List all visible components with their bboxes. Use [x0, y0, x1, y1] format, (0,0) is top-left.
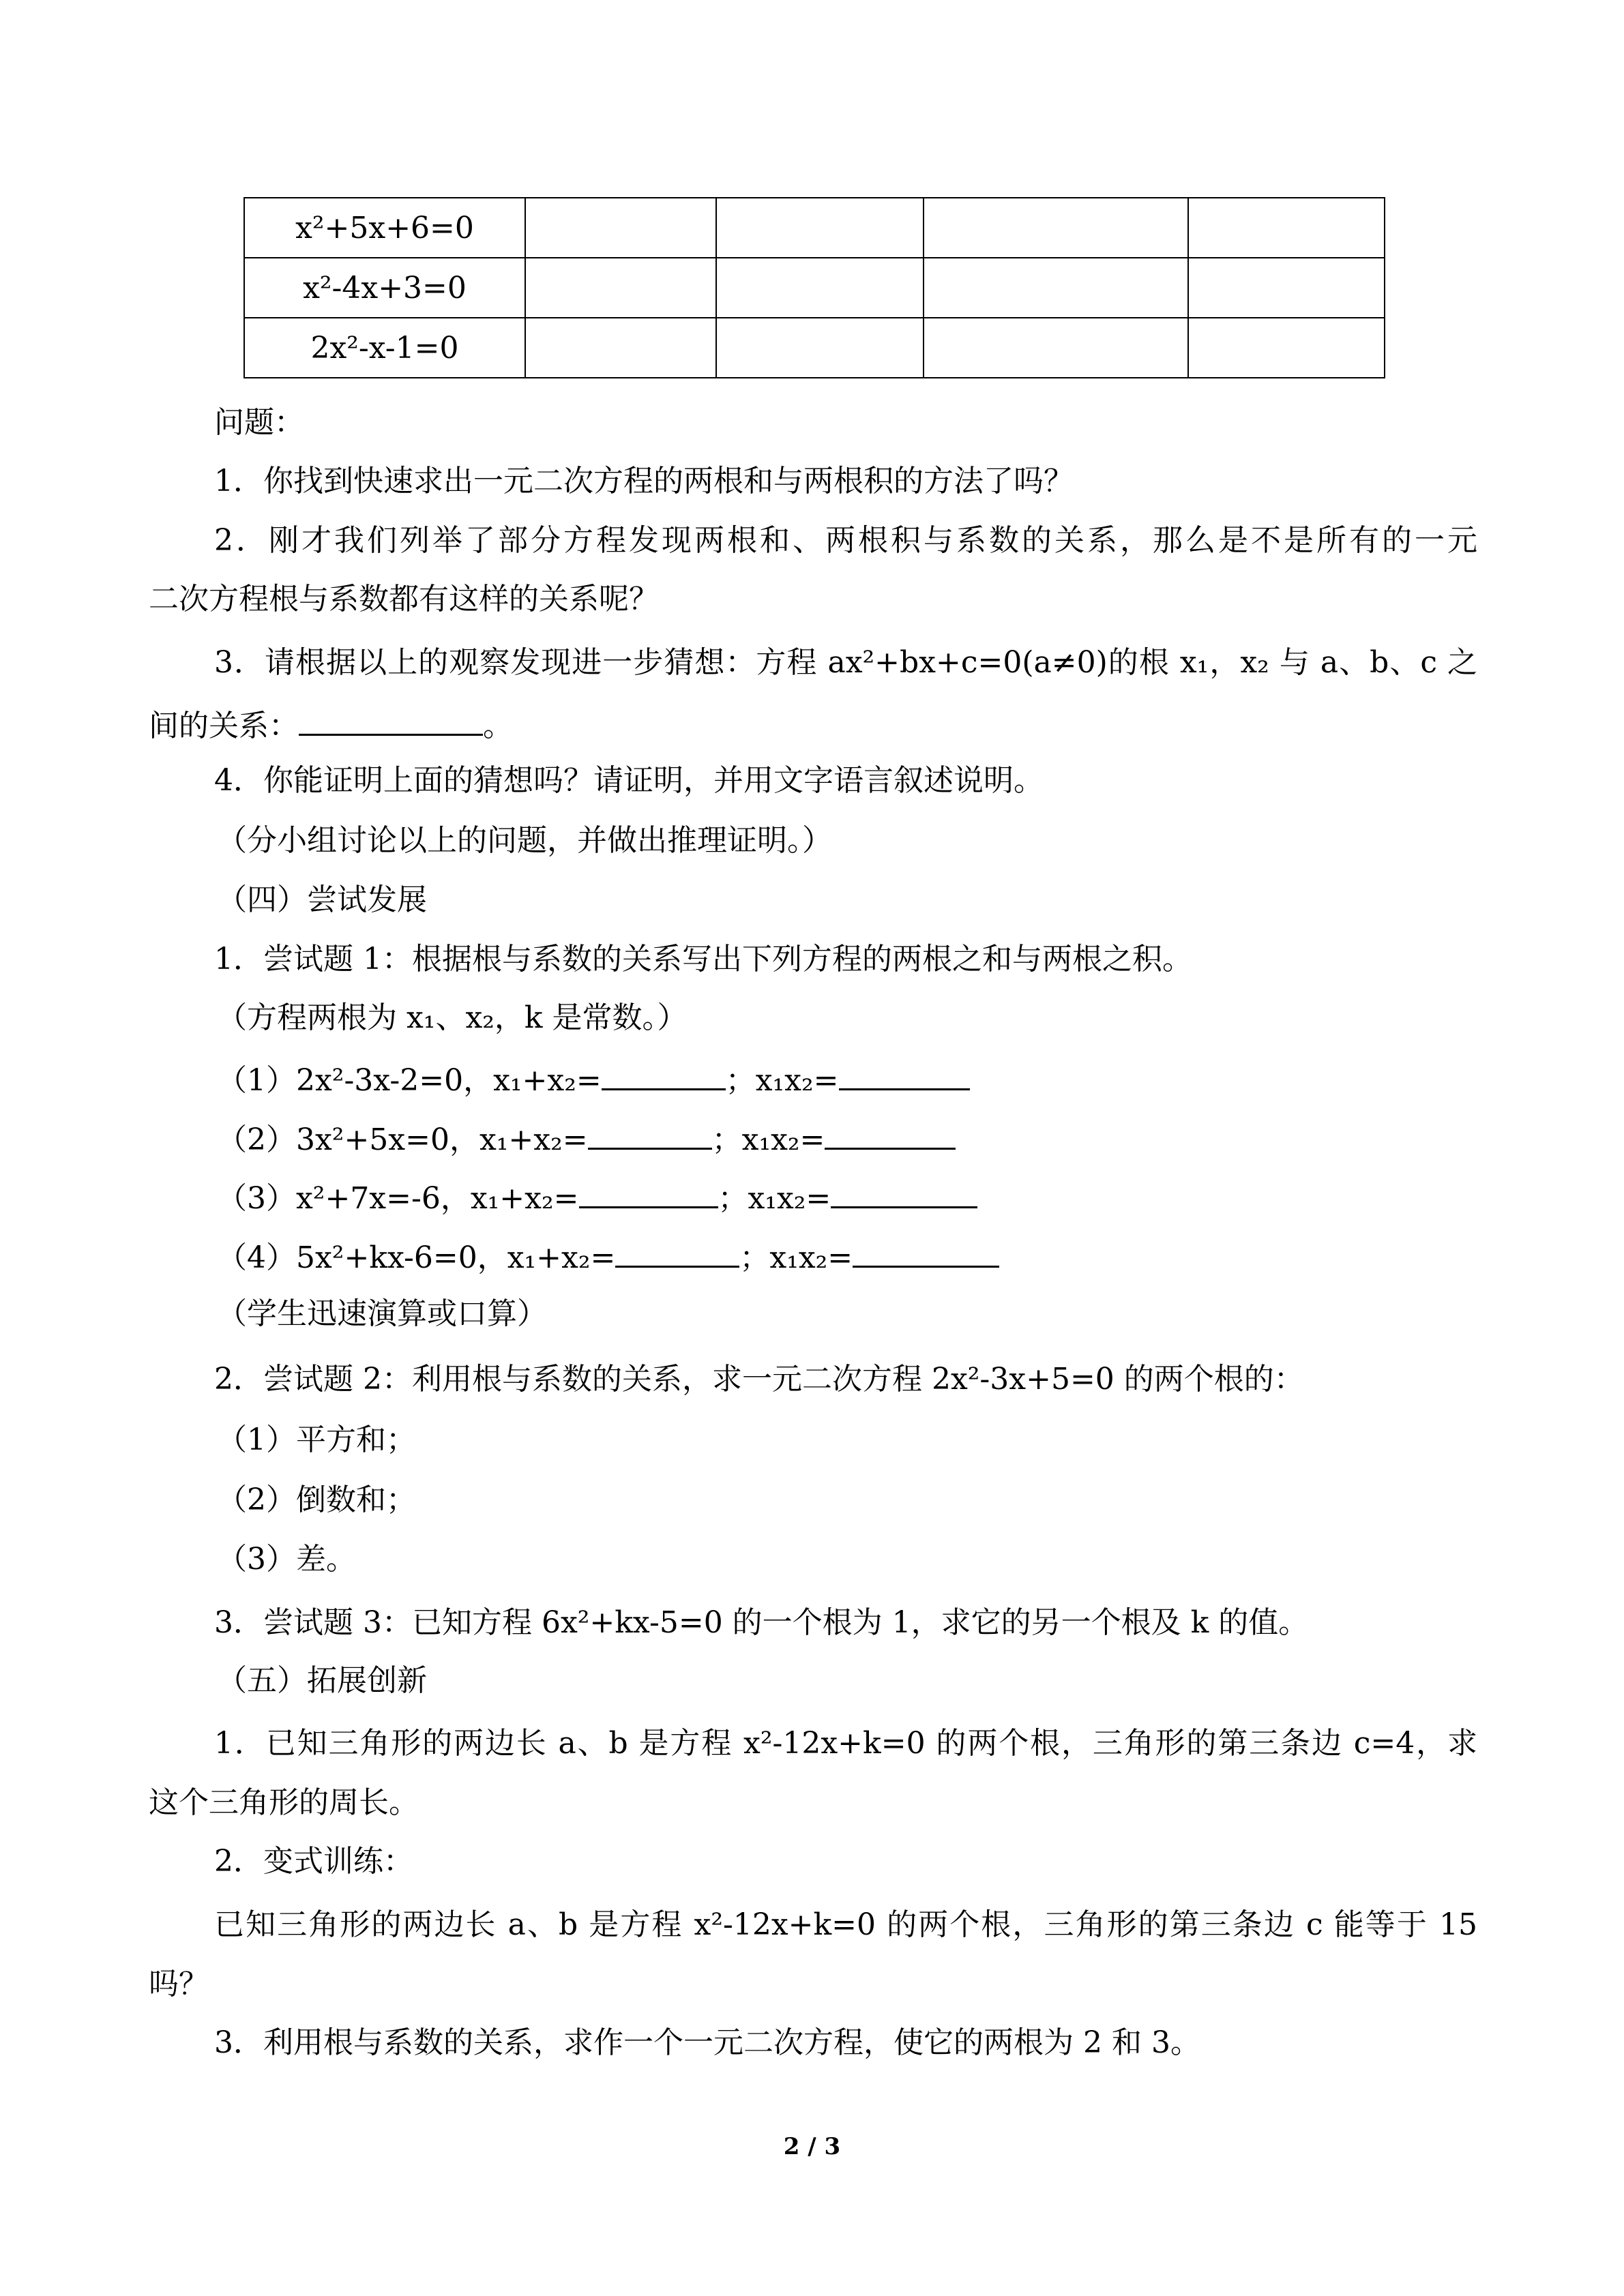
- question-3-tail: 。: [483, 709, 513, 743]
- sum-blank[interactable]: [615, 1234, 739, 1268]
- try-question-3: 3．尝试题 3：已知方程 6x²+kx-5=0 的一个根为 1，求它的另一个根及 k 的值。: [214, 1605, 1309, 1640]
- product-blank[interactable]: [853, 1234, 999, 1268]
- table-cell-empty: [525, 258, 716, 318]
- table-row: [244, 258, 1385, 318]
- page-number: 2 / 3: [783, 2133, 841, 2160]
- extension-question-1-line-1: 1．已知三角形的两边长 a、b 是方程 x²-12x+k=0 的两个根，三角形的第三条边 c=4，求: [214, 1726, 1477, 1761]
- product-blank[interactable]: [825, 1116, 956, 1150]
- table-cell-empty: [716, 318, 924, 378]
- try-question-2: 2．尝试题 2：利用根与系数的关系，求一元二次方程 2x²-3x+5=0 的两个根的：: [214, 1362, 1304, 1397]
- table-cell-empty: [924, 318, 1188, 378]
- try-question-2-part-3: （3）差。: [217, 1542, 356, 1577]
- sum-blank[interactable]: [579, 1175, 718, 1208]
- table-cell-equation: 2x²-x-1=0: [244, 318, 525, 378]
- extension-question-3: 3．利用根与系数的关系，求作一个一元二次方程，使它的两根为 2 和 3。: [214, 2025, 1200, 2060]
- try-question-1-note: （方程两根为 x₁、x₂，k 是常数。）: [217, 1000, 688, 1035]
- answer-blank[interactable]: [299, 702, 483, 736]
- table-cell-empty: [716, 198, 924, 258]
- section-heading-extension: （五）拓展创新: [217, 1663, 427, 1698]
- product-blank[interactable]: [839, 1057, 970, 1090]
- question-3-line-2: [149, 702, 1477, 747]
- try-question-2-part-1: （1）平方和；: [217, 1422, 416, 1457]
- question-1: 1．你找到快速求出一元二次方程的两根和与两根积的方法了吗？: [214, 464, 1074, 498]
- sum-blank[interactable]: [602, 1057, 726, 1090]
- table-cell-empty: [525, 198, 716, 258]
- exercise-equation: （3）x²+7x=-6，x₁+x₂=: [217, 1181, 579, 1216]
- exercise-equation: （4）5x²+kx-6=0，x₁+x₂=: [217, 1240, 616, 1275]
- extension-question-2: 2．变式训练：: [214, 1844, 413, 1879]
- try-question-2-part-2: （2）倒数和；: [217, 1482, 416, 1517]
- question-3-line-1: 3．请根据以上的观察发现进一步猜想：方程 ax²+bx+c=0(a≠0)的根 x₁，x₂ 与 a、b、c 之: [214, 645, 1477, 680]
- exercise-equation: （2）3x²+5x=0，x₁+x₂=: [217, 1122, 588, 1157]
- sum-blank[interactable]: [588, 1116, 712, 1150]
- extension-question-1-line-2: 这个三角形的周长。: [149, 1785, 419, 1820]
- exercise-item: [217, 1234, 1477, 1279]
- table-row: [244, 318, 1385, 378]
- exercise-item: [217, 1116, 1477, 1161]
- table-cell-empty: [924, 198, 1188, 258]
- exercise-item: [217, 1175, 1477, 1219]
- try-question-1: 1．尝试题 1：根据根与系数的关系写出下列方程的两根之和与两根之积。: [214, 942, 1192, 976]
- table-cell-empty: [1188, 318, 1385, 378]
- variant-question-line-1: 已知三角形的两边长 a、b 是方程 x²-12x+k=0 的两个根，三角形的第三条边 c 能等于 15: [214, 1907, 1477, 1942]
- discussion-note: （分小组讨论以上的问题，并做出推理证明。）: [217, 823, 832, 858]
- table-cell-empty: [1188, 198, 1385, 258]
- variant-question-line-2: 吗？: [149, 1967, 209, 2001]
- exercise-product-label: ；x₁x₂=: [725, 1063, 839, 1098]
- question-2-line-1: 2．刚才我们列举了部分方程发现两根和、两根积与系数的关系，那么是不是所有的一元: [214, 523, 1477, 558]
- product-blank[interactable]: [831, 1175, 977, 1208]
- table-row: [244, 198, 1385, 258]
- question-2-line-2: 二次方程根与系数都有这样的关系呢？: [149, 582, 659, 616]
- question-4: 4．你能证明上面的猜想吗？请证明，并用文字语言叙述说明。: [214, 763, 1044, 798]
- question-3-lead: 间的关系：: [149, 709, 299, 743]
- calculation-note: （学生迅速演算或口算）: [217, 1296, 547, 1331]
- questions-heading: 问题：: [214, 405, 304, 440]
- table-cell-equation: x²+5x+6=0: [244, 198, 525, 258]
- table-cell-empty: [924, 258, 1188, 318]
- exercise-equation: （1）2x²-3x-2=0，x₁+x₂=: [217, 1063, 602, 1098]
- exercise-product-label: ；x₁x₂=: [711, 1122, 825, 1157]
- table-cell-empty: [1188, 258, 1385, 318]
- exercise-item: [217, 1057, 1477, 1101]
- exercise-product-label: ；x₁x₂=: [718, 1181, 831, 1216]
- table-cell-empty: [716, 258, 924, 318]
- table-cell-equation: x²-4x+3=0: [244, 258, 525, 318]
- exercise-product-label: ；x₁x₂=: [739, 1240, 853, 1275]
- section-heading-try: （四）尝试发展: [217, 882, 427, 917]
- coefficient-table: [243, 197, 1385, 378]
- table-cell-empty: [525, 318, 716, 378]
